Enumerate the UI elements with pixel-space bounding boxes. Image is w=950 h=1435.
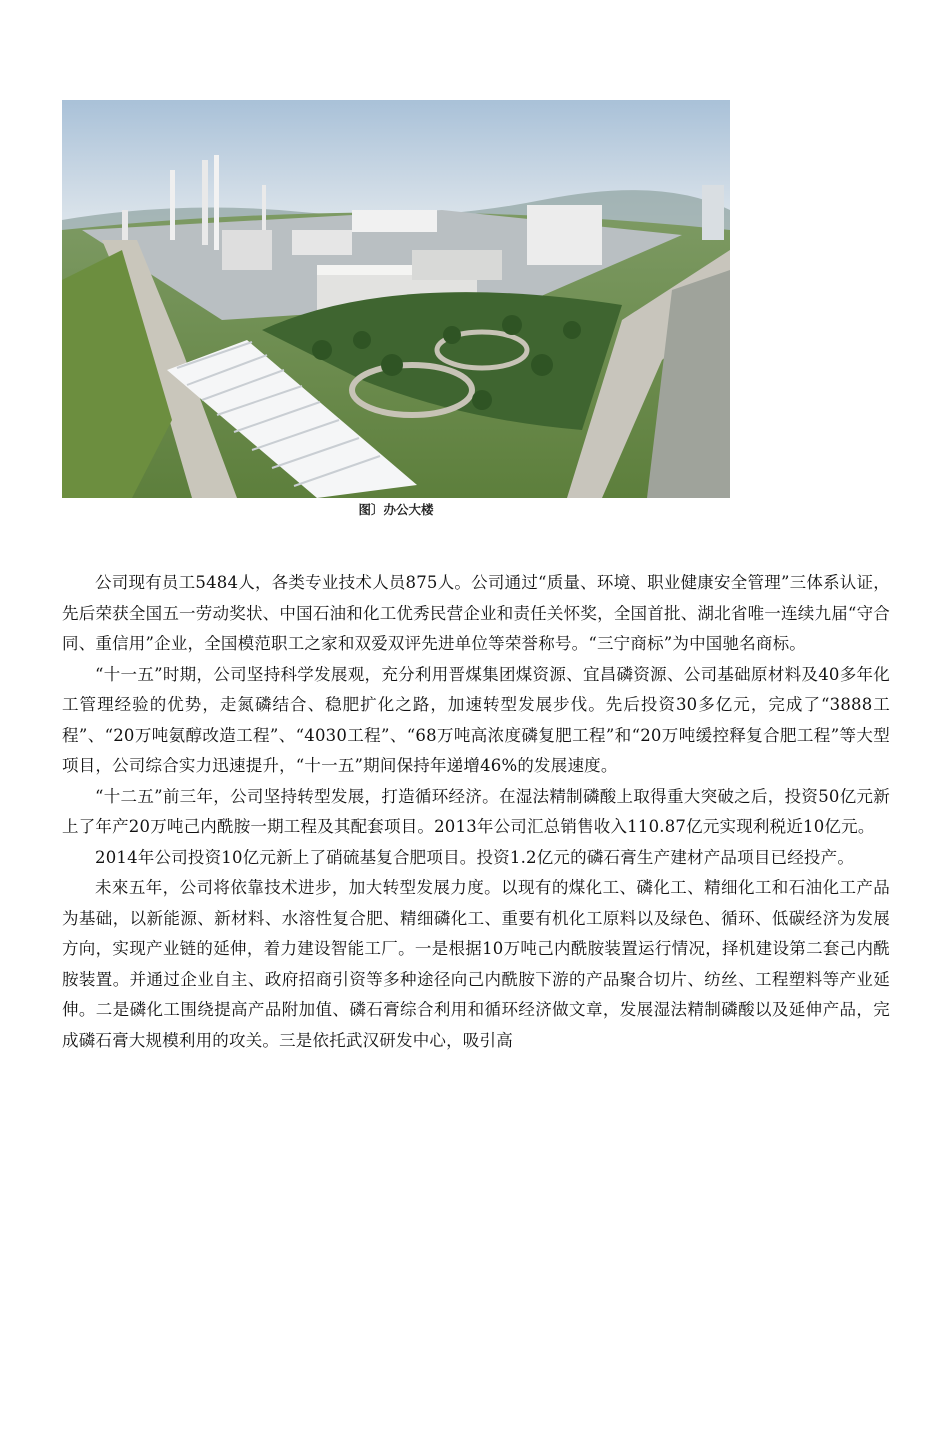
paragraph-company-overview: 公司现有员工5484人，各类专业技术人员875人。公司通过“质量、环境、职业健康安全管理”三体系认证，先后荣获全国五一劳动奖状、中国石油和化工优秀民营企业和责任关怀奖，全国首批、湖北省唯一连续九届“守合同、重信用”企业，全国模范职工之家和双爱双评先进单位等荣誉称号。“三宁商标”为中国驰名商标。 [62,573,890,653]
paragraph-twelfth-five-year: “十二五”前三年，公司坚持转型发展，打造循环经济。在湿法精制磷酸上取得重大突破之后，投资50亿元新上了年产20万吨己内酰胺一期工程及其配套项目。2013年公司汇总销售收入110.87亿元实现利税近10亿元。 [62,786,890,836]
office-building-aerial-photo [62,100,730,498]
paragraph-2014-investment: 2014年公司投资10亿元新上了硝硫基复合肥项目。投资1.2亿元的磷石膏生产建材产品项目已经投产。 [95,847,855,867]
article-body [62,568,890,1056]
figure-caption: 图〕办公大楼 [358,502,434,517]
paragraph-eleventh-five-year: “十一五”时期，公司坚持科学发展观，充分利用晋煤集团煤资源、宜昌磷资源、公司基础原材料及40多年化工管理经验的优势，走氮磷结合、稳肥扩化之路，加速转型发展步伐。先后投资30多亿元，完成了“3888工程”、“20万吨氨醇改造工程”、“4030工程”、“68万吨高浓度磷复肥工程”和“20万吨缓控释复合肥工程”等大型项目，公司综合实力迅速提升，“十一五”期间保持年递增46%的发展速度。 [62,664,890,775]
paragraph-future-plans: 未來五年，公司将依靠技术进步，加大转型发展力度。以现有的煤化工、磷化工、精细化工和石油化工产品为基础，以新能源、新材料、水溶性复合肥、精细磷化工、重要有机化工原料以及绿色、循环、低碳经济为发展方向，实现产业链的延伸，着力建设智能工厂。一是根据10万吨己内酰胺装置运行情况，择机建设第二套己内酰胺装置。并通过企业自主、政府招商引资等多种途径向己内酰胺下游的产品聚合切片、纺丝、工程塑料等产业延伸。二是磷化工围绕提高产品附加值、磷石膏综合利用和循环经济做文章，发展湿法精制磷酸以及延伸产品，完成磷石膏大规模利用的攻关。三是依托武汉研发中心，吸引高 [62,878,890,1050]
